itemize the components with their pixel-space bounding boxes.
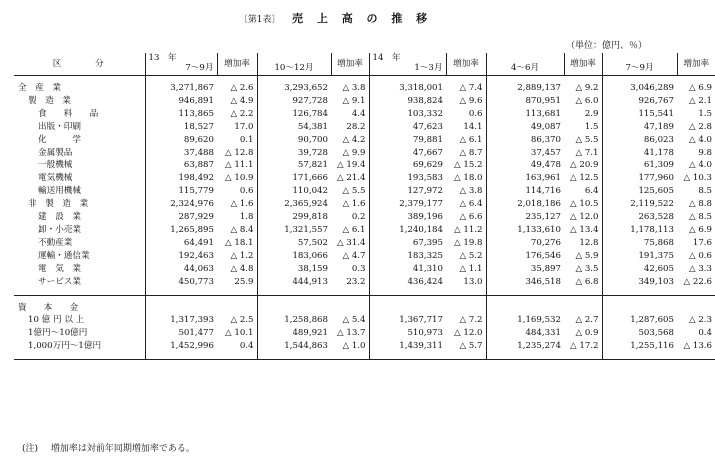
value-cell: 2,379,177 <box>399 199 443 210</box>
table-row <box>14 237 715 250</box>
value-cell: 2,119,522 <box>630 199 674 210</box>
rate-cell: △ 1.2 <box>217 250 257 263</box>
table-row <box>14 302 715 315</box>
value-cell: 44,063 <box>183 263 214 274</box>
row-label: 製 造 業 <box>14 95 145 108</box>
rate-cell: △ 3.8 <box>446 185 486 198</box>
rate-cell: △ 18.1 <box>217 237 257 250</box>
value-cell: 938,824 <box>407 95 443 106</box>
header-period-5: 7〜9月 <box>602 53 677 76</box>
rate-cell: 1.5 <box>564 121 602 134</box>
value-cell: 870,951 <box>525 95 561 106</box>
rate-cell: △ 6.6 <box>446 211 486 224</box>
rate-cell: △ 2.8 <box>688 121 712 132</box>
rate-cell: △ 20.9 <box>564 159 602 172</box>
value-cell: 183,066 <box>292 250 328 261</box>
rate-cell: 0.4 <box>217 340 257 353</box>
value-cell: 484,331 <box>525 328 561 339</box>
value-cell: 183,325 <box>407 250 443 261</box>
header-period-4: 4〜6月 <box>486 53 564 76</box>
header-rate-1: 増加率 <box>217 53 257 76</box>
table-row <box>14 147 715 160</box>
value-cell: 2,324,976 <box>170 199 214 210</box>
rate-cell: △ 9.2 <box>564 82 602 95</box>
rate-cell: △ 6.9 <box>688 83 712 93</box>
value-cell: 57,821 <box>297 160 328 171</box>
value-cell: 1,367,717 <box>399 315 443 326</box>
rate-cell: △ 5.7 <box>446 340 486 353</box>
table-body <box>14 76 715 360</box>
value-cell: 125,605 <box>638 186 674 197</box>
value-cell: 299,818 <box>292 212 328 223</box>
table-row <box>14 121 715 134</box>
value-cell: 501,477 <box>178 328 214 339</box>
value-cell: 89,620 <box>183 134 214 145</box>
rate-cell: △ 10.1 <box>217 327 257 340</box>
row-label: 出版・印刷 <box>14 121 145 134</box>
rate-cell: △ 5.5 <box>564 134 602 147</box>
table-row <box>14 159 715 172</box>
value-cell: 3,271,867 <box>170 83 214 93</box>
value-cell: 436,424 <box>407 276 443 287</box>
value-cell: 2,018,186 <box>517 199 561 210</box>
rate-cell: △ 1.6 <box>331 198 369 211</box>
value-cell <box>257 302 331 315</box>
value-cell: 54,381 <box>297 121 328 132</box>
table-row <box>14 224 715 237</box>
table-row <box>14 198 715 211</box>
value-cell: 1,265,895 <box>170 224 214 235</box>
value-cell: 2,889,137 <box>517 83 561 93</box>
rate-cell: △ 1.0 <box>331 340 369 353</box>
rate-cell: 8.5 <box>698 186 712 197</box>
header-period-1: 13 年 7〜9月 <box>145 53 217 76</box>
rate-cell: △ 0.9 <box>564 327 602 340</box>
table-row <box>14 211 715 224</box>
value-cell: 86,023 <box>643 134 674 145</box>
table-title <box>0 10 671 26</box>
row-label: 資 本 金 <box>14 302 145 315</box>
value-cell: 191,375 <box>638 250 674 261</box>
value-cell: 263,528 <box>638 212 674 223</box>
value-cell: 510,973 <box>407 328 443 339</box>
rate-cell: △ 22.6 <box>683 276 712 287</box>
rate-cell: △ 12.5 <box>564 172 602 185</box>
rate-cell: △ 2.7 <box>564 314 602 327</box>
rate-cell: △ 6.9 <box>688 224 712 235</box>
value-cell: 1,287,605 <box>630 315 674 326</box>
header-category: 区 分 <box>14 53 145 76</box>
rate-cell: △ 13.4 <box>564 224 602 237</box>
table-row <box>14 95 715 108</box>
rate-cell: 25.9 <box>217 276 257 289</box>
value-cell: 171,666 <box>292 173 328 184</box>
value-cell: 47,189 <box>643 121 674 132</box>
rate-cell: △ 18.0 <box>446 172 486 185</box>
row-label: 卸・小売業 <box>14 224 145 237</box>
value-cell: 64,491 <box>183 237 214 248</box>
value-cell: 126,784 <box>292 108 328 119</box>
rate-cell: 0.3 <box>331 263 369 276</box>
rate-cell: △ 2.6 <box>217 82 257 95</box>
table-row <box>14 314 715 327</box>
table-row <box>14 250 715 263</box>
rate-cell: △ 4.7 <box>331 250 369 263</box>
rate-cell: 23.2 <box>331 276 369 289</box>
value-cell: 1,240,184 <box>399 224 443 235</box>
value-cell: 489,921 <box>292 328 328 339</box>
table-row <box>14 108 715 121</box>
rate-cell: △ 13.7 <box>331 327 369 340</box>
value-cell: 114,716 <box>525 186 561 197</box>
rate-cell: △ 19.4 <box>331 159 369 172</box>
value-cell: 103,332 <box>407 108 443 119</box>
table-row <box>14 340 715 353</box>
value-cell: 37,488 <box>183 147 214 158</box>
rate-cell: △ 1.6 <box>217 198 257 211</box>
header-period-3: 14 年 1〜3月 <box>369 53 446 76</box>
rate-cell: △ 5.9 <box>564 250 602 263</box>
value-cell: 49,478 <box>530 160 561 171</box>
value-cell <box>602 302 677 315</box>
value-cell: 176,546 <box>525 250 561 261</box>
value-cell: 49,087 <box>530 121 561 132</box>
rate-cell: △ 3.8 <box>331 82 369 95</box>
row-label: 全 産 業 <box>14 82 145 95</box>
rate-cell: △ 2.1 <box>688 95 712 106</box>
rate-cell: △ 3.5 <box>564 263 602 276</box>
value-cell: 3,318,001 <box>399 83 443 93</box>
value-cell: 18,527 <box>183 121 214 132</box>
rate-cell: △ 4.2 <box>331 134 369 147</box>
rate-cell: △ 6.0 <box>564 95 602 108</box>
rate-cell: △ 8.7 <box>446 147 486 160</box>
table-label: 〔第1表〕 <box>238 15 281 25</box>
value-cell: 3,046,289 <box>630 83 674 93</box>
value-cell: 38,159 <box>297 263 328 274</box>
rate-cell: △ 31.4 <box>331 237 369 250</box>
value-cell: 57,502 <box>297 237 328 248</box>
value-cell: 90,700 <box>297 134 328 145</box>
row-label: 一般機械 <box>14 159 145 172</box>
value-cell: 61,309 <box>643 160 674 171</box>
rate-cell: △ 17.2 <box>564 340 602 353</box>
value-cell: 86,370 <box>530 134 561 145</box>
rate-cell: △ 12.8 <box>217 147 257 160</box>
rate-cell <box>564 302 602 315</box>
rate-cell: △ 13.6 <box>683 341 712 352</box>
value-cell: 47,667 <box>412 147 443 158</box>
row-label: サービス業 <box>14 276 145 289</box>
rate-cell: 2.9 <box>564 108 602 121</box>
rate-cell: 0.2 <box>331 211 369 224</box>
rate-cell: △ 5.5 <box>331 185 369 198</box>
rate-cell: △ 15.2 <box>446 159 486 172</box>
table-row <box>14 172 715 185</box>
value-cell: 1,321,557 <box>284 224 328 235</box>
rate-cell: △ 10.3 <box>683 173 712 184</box>
value-cell: 69,629 <box>412 160 443 171</box>
footnote-label: (注) <box>22 444 39 454</box>
row-label: 食 料 品 <box>14 108 145 121</box>
rate-cell: 17.0 <box>217 121 257 134</box>
rate-cell: △ 5.4 <box>331 314 369 327</box>
value-cell: 235,127 <box>525 212 561 223</box>
footnote <box>22 441 205 454</box>
rate-cell: △ 7.1 <box>564 147 602 160</box>
value-cell: 1,235,274 <box>517 341 561 352</box>
rate-cell: 1.5 <box>698 108 712 119</box>
row-label: 電気機械 <box>14 172 145 185</box>
header-period-2: 10〜12月 <box>257 53 331 76</box>
row-label: 1,000万円〜1億円 <box>14 340 145 353</box>
sales-table <box>14 53 715 360</box>
rate-cell: △ 9.6 <box>446 95 486 108</box>
value-cell: 177,960 <box>638 173 674 184</box>
value-cell: 503,568 <box>638 328 674 339</box>
table-row <box>14 82 715 95</box>
rate-cell: △ 7.2 <box>446 314 486 327</box>
value-cell: 2,365,924 <box>284 199 328 210</box>
value-cell: 198,492 <box>178 173 214 184</box>
table-row <box>14 185 715 198</box>
rate-cell: 0.4 <box>698 328 712 339</box>
value-cell: 70,276 <box>530 237 561 248</box>
value-cell: 349,103 <box>638 276 674 287</box>
header-row <box>14 53 715 76</box>
rate-cell: △ 6.1 <box>446 134 486 147</box>
value-cell: 444,913 <box>292 276 328 287</box>
header-rate-3: 増加率 <box>446 53 486 76</box>
value-cell: 1,178,113 <box>630 224 674 235</box>
rate-cell: △ 9.9 <box>331 147 369 160</box>
spacer-row <box>14 353 715 360</box>
rate-cell: △ 0.6 <box>688 250 712 261</box>
footnote-text: 増加率は対前年同期増加率である。 <box>50 444 195 454</box>
value-cell: 79,881 <box>412 134 443 145</box>
rate-cell <box>446 302 486 315</box>
table-title-text: 売 上 高 の 推 移 <box>292 12 433 25</box>
rate-cell: △ 11.1 <box>217 159 257 172</box>
value-cell: 927,728 <box>292 95 328 106</box>
value-cell: 37,457 <box>530 147 561 158</box>
rate-cell: 1.8 <box>217 211 257 224</box>
value-cell: 287,929 <box>178 212 214 223</box>
rate-cell: △ 9.1 <box>331 95 369 108</box>
row-label: 10 億 円 以 上 <box>14 314 145 327</box>
value-cell: 1,255,116 <box>630 341 674 352</box>
rate-cell <box>217 302 257 315</box>
rate-cell: △ 19.8 <box>446 237 486 250</box>
value-cell: 389,196 <box>407 212 443 223</box>
value-cell: 39,728 <box>297 147 328 158</box>
row-label: 電 気 業 <box>14 263 145 276</box>
rate-cell: 0.6 <box>217 185 257 198</box>
rate-cell: △ 10.5 <box>564 198 602 211</box>
rate-cell: △ 4.0 <box>688 134 712 145</box>
rate-cell: 0.6 <box>446 108 486 121</box>
value-cell: 115,779 <box>178 186 214 197</box>
rate-cell: △ 5.2 <box>446 250 486 263</box>
value-cell: 1,439,311 <box>399 341 443 352</box>
value-cell: 63,887 <box>183 160 214 171</box>
value-cell: 346,518 <box>525 276 561 287</box>
table-row <box>14 134 715 147</box>
value-cell: 47,623 <box>412 121 443 132</box>
row-label: 建 設 業 <box>14 211 145 224</box>
table-row <box>14 327 715 340</box>
value-cell: 1,133,610 <box>517 224 561 235</box>
rate-cell: 14.1 <box>446 121 486 134</box>
rate-cell: △ 21.4 <box>331 172 369 185</box>
value-cell: 113,681 <box>525 108 561 119</box>
rate-cell <box>677 302 715 315</box>
value-cell: 192,463 <box>178 250 214 261</box>
value-cell: 67,395 <box>412 237 443 248</box>
value-cell: 163,961 <box>525 173 561 184</box>
rate-cell: △ 4.8 <box>217 263 257 276</box>
rate-cell: △ 12.0 <box>446 327 486 340</box>
rate-cell: △ 11.2 <box>446 224 486 237</box>
rate-cell: △ 2.3 <box>688 315 712 326</box>
row-label: 1億円〜10億円 <box>14 327 145 340</box>
value-cell: 110,042 <box>292 186 328 197</box>
value-cell: 41,178 <box>643 147 674 158</box>
rate-cell: △ 3.3 <box>688 263 712 274</box>
unit-label: （単位：億円、％） <box>565 41 647 51</box>
value-cell <box>486 302 564 315</box>
rate-cell <box>331 302 369 315</box>
value-cell <box>145 302 217 315</box>
header-rate-4: 増加率 <box>564 53 602 76</box>
value-cell: 42,605 <box>643 263 674 274</box>
value-cell: 113,865 <box>178 108 214 119</box>
rate-cell: △ 6.4 <box>446 198 486 211</box>
rate-cell: △ 8.8 <box>688 199 712 210</box>
value-cell: 926,767 <box>638 95 674 106</box>
rate-cell: △ 10.9 <box>217 172 257 185</box>
header-rate-5: 増加率 <box>677 53 715 76</box>
rate-cell: △ 8.4 <box>217 224 257 237</box>
value-cell: 1,544,863 <box>284 341 328 352</box>
rate-cell: △ 7.4 <box>446 82 486 95</box>
rate-cell: 0.1 <box>217 134 257 147</box>
row-label: 不動産業 <box>14 237 145 250</box>
value-cell: 3,293,652 <box>284 83 328 93</box>
rate-cell: △ 4.0 <box>688 160 712 171</box>
rate-cell: 12.8 <box>564 237 602 250</box>
rate-cell: △ 2.5 <box>217 314 257 327</box>
rate-cell: 9.8 <box>698 147 712 158</box>
row-label: 非 製 造 業 <box>14 198 145 211</box>
rate-cell: △ 1.1 <box>446 263 486 276</box>
rate-cell: △ 8.5 <box>688 212 712 223</box>
value-cell <box>369 302 446 315</box>
table-row <box>14 263 715 276</box>
value-cell: 193,583 <box>407 173 443 184</box>
value-cell: 1,452,996 <box>170 341 214 352</box>
value-cell: 1,317,393 <box>170 315 214 326</box>
value-cell: 35,897 <box>530 263 561 274</box>
rate-cell: △ 12.0 <box>564 211 602 224</box>
value-cell: 1,169,532 <box>517 315 561 326</box>
rate-cell: △ 6.8 <box>564 276 602 289</box>
header-rate-2: 増加率 <box>331 53 369 76</box>
rate-cell: 6.4 <box>564 185 602 198</box>
rate-cell: 17.6 <box>692 237 712 248</box>
row-label: 金属製品 <box>14 147 145 160</box>
table-row <box>14 276 715 289</box>
row-label: 運輸・通信業 <box>14 250 145 263</box>
rate-cell: △ 6.1 <box>331 224 369 237</box>
value-cell: 946,891 <box>178 95 214 106</box>
rate-cell: 28.2 <box>331 121 369 134</box>
rate-cell: △ 2.2 <box>217 108 257 121</box>
value-cell: 115,541 <box>638 108 674 119</box>
value-cell: 127,972 <box>407 186 443 197</box>
value-cell: 41,310 <box>412 263 443 274</box>
value-cell: 75,868 <box>643 237 674 248</box>
row-label: 輸送用機械 <box>14 185 145 198</box>
rate-cell: 4.4 <box>331 108 369 121</box>
row-label: 化 学 <box>14 134 145 147</box>
value-cell: 1,258,868 <box>284 315 328 326</box>
rate-cell: △ 4.9 <box>217 95 257 108</box>
value-cell: 450,773 <box>178 276 214 287</box>
rate-cell: 13.0 <box>446 276 486 289</box>
